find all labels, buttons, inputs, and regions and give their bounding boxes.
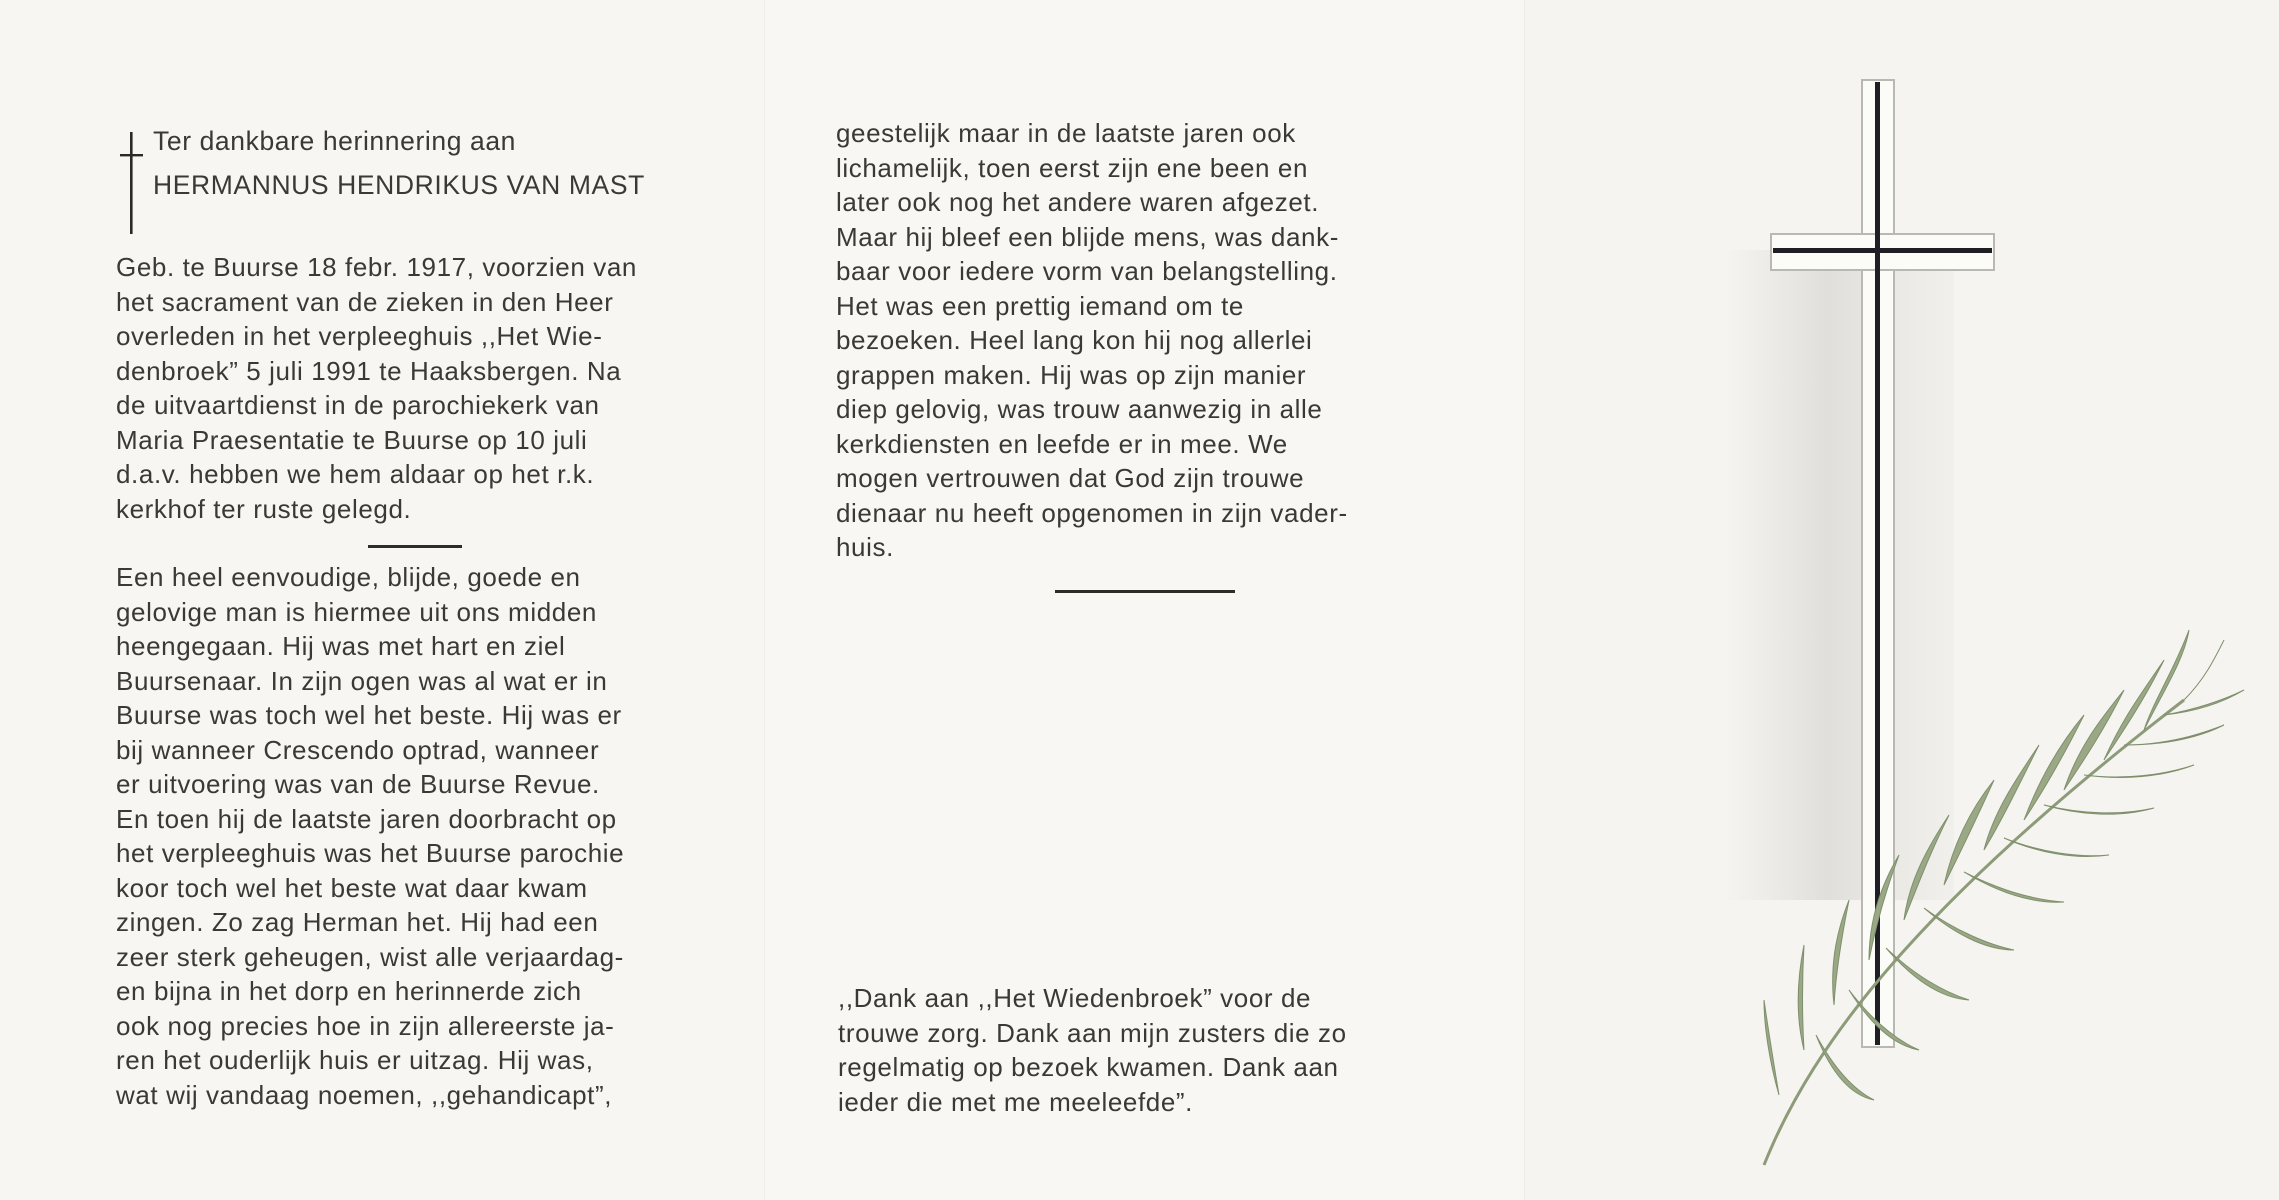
fold-line-2 xyxy=(1524,0,1526,1200)
section-divider xyxy=(368,545,462,548)
cross-icon xyxy=(120,132,152,234)
cross-with-palm-branch xyxy=(1524,0,2279,1200)
deceased-name: HERMANNUS HENDRIKUS VAN MAST xyxy=(153,170,645,200)
fold-line-1 xyxy=(764,0,766,1200)
eulogy-paragraph: Een heel eenvoudige, blijde, goede en gelovige man is hiermee uit ons midden heengegaan. Hij was met hart en ziel Buursenaar. In zijn ogen was al wat er in Buurse was toch wel het beste. Hij was er bij wanneer Crescendo optrad, wanneer er uitvoering was van de Buurse Revue. En toen hij de laatste jaren doorbracht op het verpleeghuis was het Buurse parochie koor toch wel het beste wat daar kwam zingen. Zo zag Herman het. Hij had een zeer sterk geheugen, wist alle verjaardag- en bijna in het dorp en herinnerde zich ook nog precies hoe in zijn allereerste ja- ren het ouderlijk huis er uitzag. Hij was, wat wij vandaag noemen, ,,gehandicapt”, xyxy=(116,562,625,1110)
thanks-paragraph: ,,Dank aan ,,Het Wiedenbroek” voor de trouwe zorg. Dank aan mijn zusters die zo regelmatig op bezoek kwamen. Dank aan ieder die met me meeleefde”. xyxy=(838,983,1347,1117)
middle-panel xyxy=(764,0,1524,1200)
eulogy-continued-paragraph: geestelijk maar in de laatste jaren ook lichamelijk, toen eerst zijn ene been en later ook nog het andere waren afgezet. Maar hij bleef een blijde mens, was dank- baar voor iedere vorm van belangstelling. Het was een prettig iemand om te bezoeken. Heel lang kon hij nog allerlei grappen maken. Hij was op zijn manier diep gelovig, was trouw aanwezig in alle kerkdiensten en leefde er in mee. We mogen vertrouwen dat God zijn trouwe dienaar nu heeft opgenomen in zijn vader- huis. xyxy=(836,118,1348,562)
left-panel xyxy=(0,0,764,1200)
section-divider xyxy=(1055,590,1235,593)
right-panel xyxy=(1524,0,2279,1200)
heading-line-1: Ter dankbare herinnering aan xyxy=(153,126,517,156)
birth-death-paragraph: Geb. te Buurse 18 febr. 1917, voorzien van het sacrament van de zieken in den Heer overleden in het verpleeghuis ,,Het Wie- denbroek” 5 juli 1991 te Haaksbergen. Na de uitvaartdienst in de parochiekerk van Maria Praesentatie te Buurse op 10 juli d.a.v. hebben we hem aldaar op het r.k. kerkhof ter ruste gelegd. xyxy=(116,252,637,524)
